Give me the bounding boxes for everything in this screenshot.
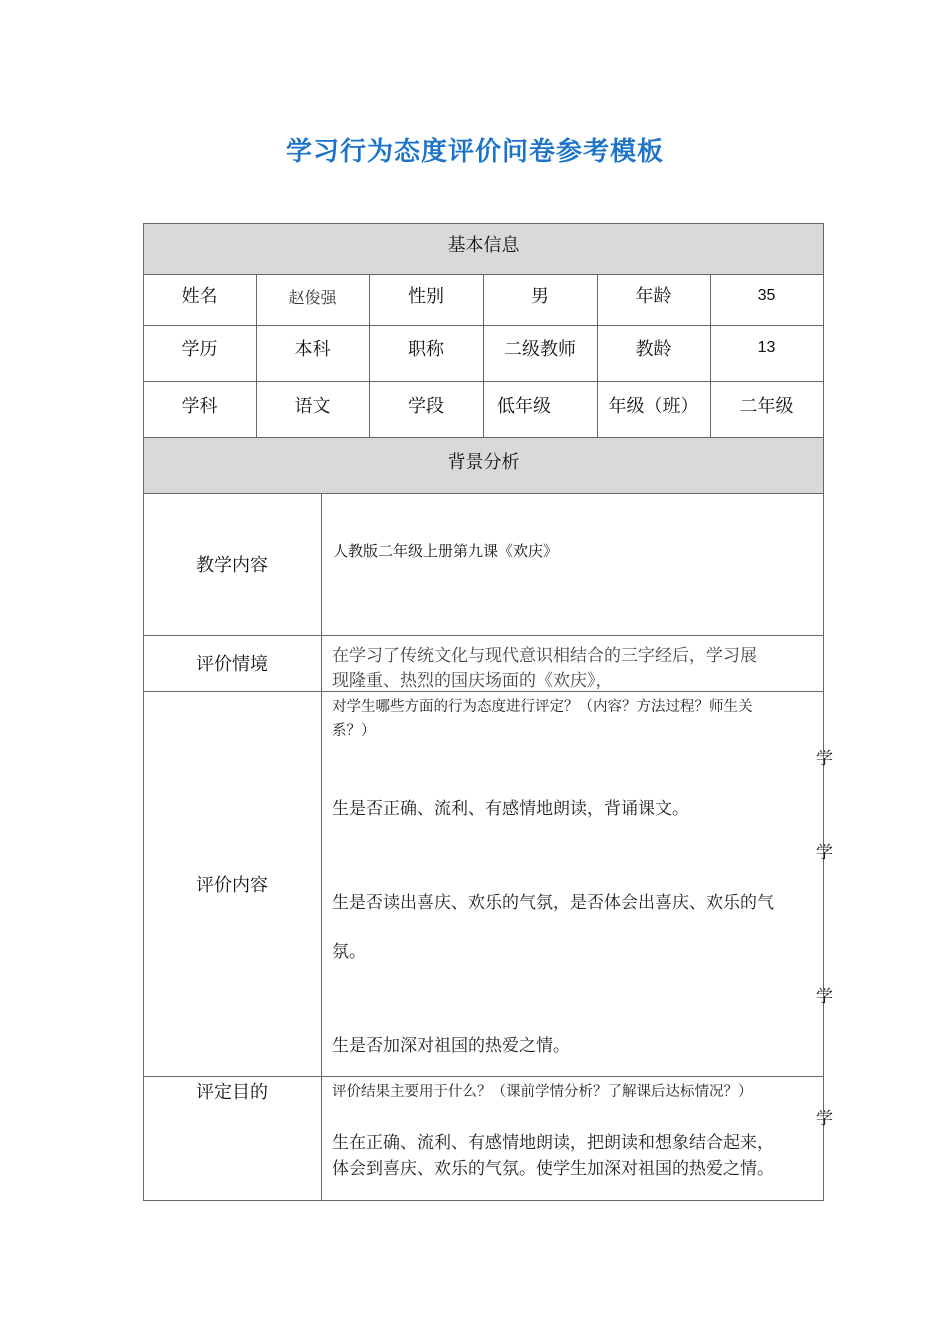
- evaluation-content-item-2-line-2: 氛。: [332, 942, 366, 962]
- overflow-char: 学: [816, 749, 833, 769]
- evaluation-content-label: 评价内容: [196, 874, 268, 896]
- teaching-years-value: 13: [757, 339, 776, 356]
- gender-value: 男: [531, 286, 549, 307]
- evaluation-content-item-3: 生是否加深对祖国的热爱之情。: [332, 1036, 570, 1056]
- overflow-char: 学: [816, 843, 833, 863]
- teaching-years-label: 教龄: [635, 339, 672, 360]
- table-line: [143, 1076, 824, 1077]
- evaluation-purpose-line-2: 体会到喜庆、欢乐的气氛。使学生加深对祖国的热爱之情。: [332, 1159, 774, 1179]
- evaluation-context-label: 评价情境: [196, 654, 268, 675]
- basic-info-heading: 基本信息: [447, 235, 520, 256]
- background-heading: 背景分析: [447, 452, 520, 473]
- age-label: 年龄: [635, 286, 672, 307]
- grade-class-value: 二年级: [739, 396, 794, 417]
- overflow-char: 学: [816, 1109, 833, 1129]
- name-value: 赵俊强: [288, 287, 337, 307]
- evaluation-content-prompt-line-2: 系？）: [332, 723, 376, 739]
- stage-value: 低年级: [497, 396, 551, 417]
- grade-class-label: 年级（班）: [608, 396, 699, 417]
- title-label: 职称: [408, 339, 444, 360]
- table-line: [321, 493, 322, 1200]
- overflow-char: 学: [816, 987, 833, 1007]
- subject-value: 语文: [294, 396, 331, 417]
- education-label: 学历: [181, 339, 218, 360]
- gender-label: 性别: [408, 286, 444, 307]
- teaching-content-text: 人教版二年级上册第九课《欢庆》: [333, 542, 559, 560]
- evaluation-purpose-label: 评定目的: [196, 1082, 268, 1103]
- evaluation-context-line-1: 在学习了传统文化与现代意识相结合的三字经后，学习展: [332, 646, 757, 666]
- table-line: [143, 1200, 824, 1201]
- evaluation-context-line-2: 现隆重、热烈的国庆场面的《欢庆》，: [332, 671, 613, 691]
- evaluation-content-prompt-line-1: 对学生哪些方面的行为态度进行评定？（内容？方法过程？师生关: [332, 699, 753, 715]
- teaching-content-label: 教学内容: [196, 555, 268, 576]
- subject-label: 学科: [181, 396, 218, 417]
- table-line: [823, 223, 824, 1200]
- evaluation-content-item-1: 生是否正确、流利、有感情地朗读，背诵课文。: [332, 799, 689, 819]
- education-value: 本科: [294, 339, 331, 360]
- title-value: 二级教师: [504, 339, 576, 360]
- document-title: 学习行为态度评价问卷参考模板: [285, 137, 664, 167]
- name-label: 姓名: [181, 286, 218, 307]
- age-value: 35: [757, 287, 776, 304]
- evaluation-purpose-line-1: 生在正确、流利、有感情地朗读，把朗读和想象结合起来，: [332, 1133, 774, 1153]
- stage-label: 学段: [408, 396, 444, 417]
- evaluation-content-item-2-line-1: 生是否读出喜庆、欢乐的气氛，是否体会出喜庆、欢乐的气: [332, 893, 774, 913]
- evaluation-purpose-prompt: 评价结果主要用于什么？（课前学情分析？了解课后达标情况？）: [332, 1084, 753, 1100]
